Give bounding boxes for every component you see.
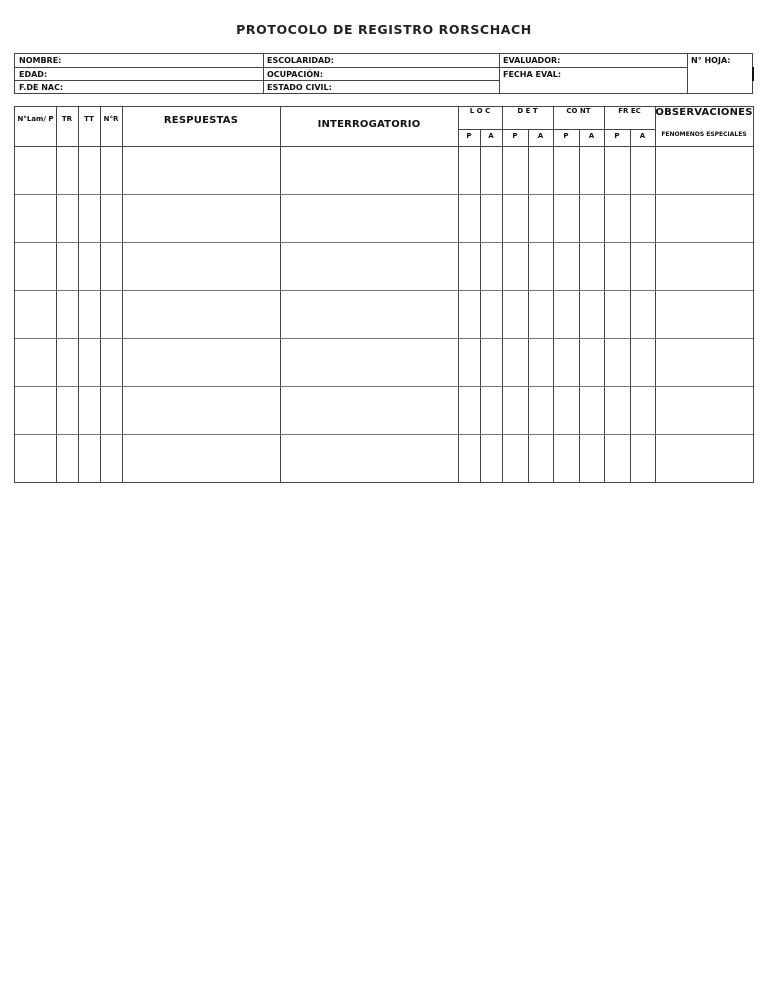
sub-p-det: P	[512, 132, 518, 140]
edad-field[interactable]: EDAD:	[19, 70, 48, 79]
sub-p-loc: P	[466, 132, 472, 140]
col-divider	[655, 107, 656, 482]
sub-a-frec: A	[639, 132, 646, 140]
header-observaciones: OBSERVACIONES	[655, 107, 753, 118]
sub-col-divider	[480, 129, 481, 482]
header-loc: L O C	[469, 107, 491, 115]
row-divider	[15, 194, 753, 195]
header-nr: N°R	[103, 115, 119, 123]
ocupacion-field[interactable]: OCUPACIÓN:	[267, 70, 324, 79]
header-divider	[15, 146, 753, 147]
fecha-nacimiento-field[interactable]: F.DE NAC:	[19, 83, 64, 92]
header-cont: CO NT	[566, 107, 591, 115]
sub-a-cont: A	[588, 132, 595, 140]
header-frec: FR EC	[618, 107, 641, 115]
response-grid	[14, 106, 754, 483]
col-divider	[458, 107, 459, 482]
header-det: D E T	[517, 107, 538, 115]
header-interrogatorio: INTERROGATORIO	[317, 119, 421, 130]
header-tr: TR	[61, 115, 73, 123]
estado-civil-field[interactable]: ESTADO CIVIL:	[267, 83, 332, 92]
sub-p-cont: P	[563, 132, 569, 140]
escolaridad-field[interactable]: ESCOLARIDAD:	[267, 56, 334, 65]
sub-col-divider	[579, 129, 580, 482]
row-divider	[15, 242, 753, 243]
sub-col-divider	[528, 129, 529, 482]
col-divider	[280, 107, 281, 482]
subheader-divider	[458, 129, 655, 130]
nombre-field[interactable]: NOMBRE:	[19, 56, 62, 65]
col-divider	[78, 107, 79, 482]
header-nlam: N°Lam/ P	[17, 115, 54, 123]
col-divider	[56, 107, 57, 482]
row-divider	[15, 434, 753, 435]
page-title: PROTOCOLO DE REGISTRO RORSCHACH	[236, 22, 532, 37]
evaluador-field[interactable]: EVALUADOR:	[503, 56, 561, 65]
edge-mark	[752, 67, 754, 81]
header-fenomenos: FENOMENOS ESPECIALES	[661, 131, 747, 138]
header-respuestas: RESPUESTAS	[163, 115, 239, 126]
col-divider	[122, 107, 123, 482]
col-divider	[604, 107, 605, 482]
sub-a-loc: A	[488, 132, 494, 140]
fecha-eval-field[interactable]: FECHA EVAL:	[503, 70, 562, 79]
patient-info-table	[14, 53, 753, 94]
row-divider	[15, 338, 753, 339]
row-divider	[15, 386, 753, 387]
row-divider	[15, 290, 753, 291]
sub-a-det: A	[537, 132, 544, 140]
col-divider	[502, 107, 503, 482]
header-tt: TT	[84, 115, 94, 123]
sub-p-frec: P	[614, 132, 620, 140]
hoja-field[interactable]: N° HOJA:	[691, 56, 731, 65]
col-divider	[553, 107, 554, 482]
sub-col-divider	[630, 129, 631, 482]
col-divider	[100, 107, 101, 482]
